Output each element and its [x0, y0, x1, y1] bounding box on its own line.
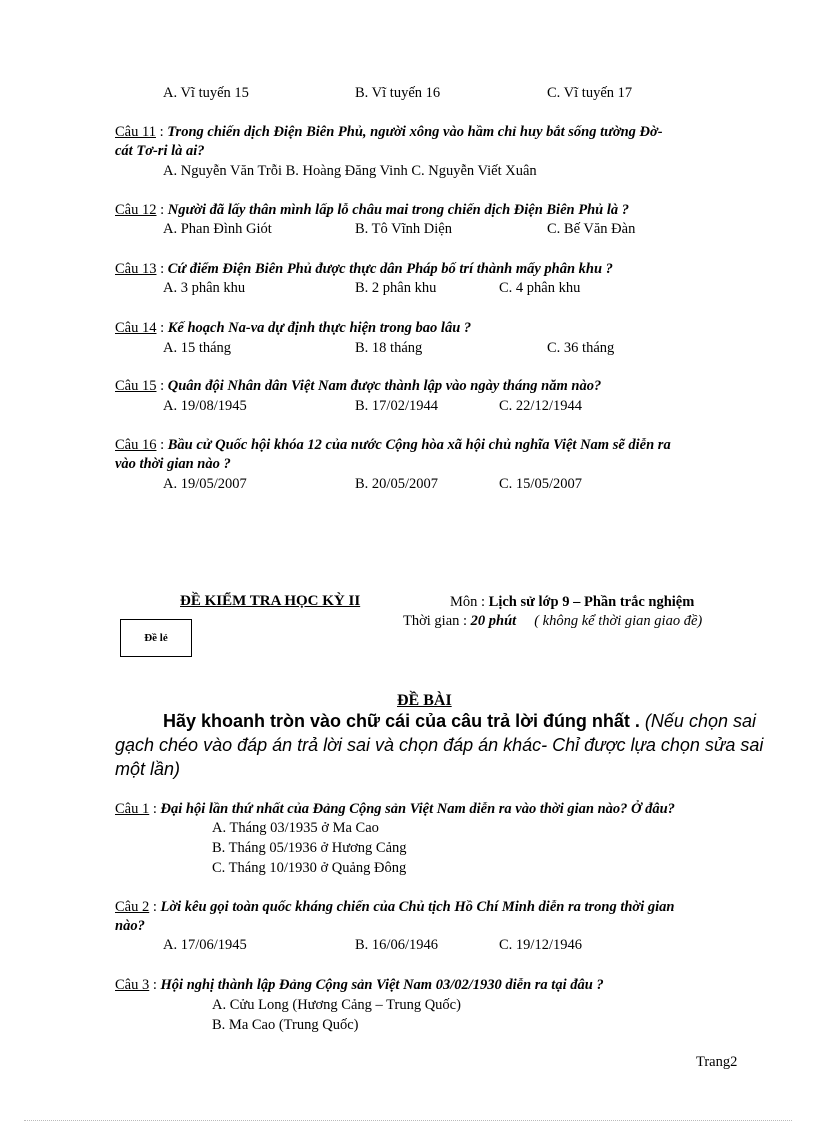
question-2 — [115, 899, 674, 916]
option-a: A. 3 phân khu — [163, 280, 246, 296]
question-text: Trong chiến dịch Điện Biên Phủ, người xông vào hầm chỉ huy bắt sống tường Đờ- — [167, 124, 663, 140]
instruction-line-2: gạch chéo vào đáp án trả lời sai và chọn đáp án khác- Chỉ được lựa chọn sửa sai — [115, 735, 764, 755]
question-12 — [115, 202, 629, 219]
option-c: C. Tháng 10/1930 ở Quảng Đông — [212, 860, 407, 876]
option-c: C. 4 phân khu — [499, 280, 581, 296]
question-label: Câu 14 — [115, 320, 157, 336]
question-separator: : — [149, 977, 161, 993]
exam-code-box: Đề lẻ — [120, 619, 192, 657]
question-text: Quân đội Nhân dân Việt Nam được thành lập vào ngày tháng năm nào? — [167, 378, 602, 394]
option-b: B. 17/02/1944 — [355, 398, 438, 414]
option-b: B. Ma Cao (Trung Quốc) — [212, 1017, 359, 1033]
question-11 — [115, 124, 663, 141]
question-text: Đại hội lần thứ nhất của Đảng Cộng sản Việt Nam diễn ra vào thời gian nào? Ở đâu? — [160, 801, 675, 817]
question-separator: : — [156, 437, 168, 453]
subject-prefix: Môn : — [450, 594, 489, 610]
option-a: A. Phan Đình Giót — [163, 221, 272, 237]
option-c: C. 36 tháng — [547, 340, 615, 356]
question-label: Câu 16 — [115, 437, 157, 453]
exam-time — [403, 613, 702, 630]
time-note: ( không kể thời gian giao đề) — [534, 613, 703, 629]
option-c: C. 22/12/1944 — [499, 398, 582, 414]
option-a: A. Vĩ tuyến 15 — [163, 85, 249, 101]
question-separator: : — [149, 899, 161, 915]
page-bottom-divider — [24, 1120, 792, 1121]
question-text: Cứ điểm Điện Biên Phủ được thực dân Pháp bố trí thành mấy phân khu ? — [167, 261, 613, 277]
instruction-line-3: một lần) — [115, 759, 181, 779]
question-text: Kế hoạch Na-va dự định thực hiện trong bao lâu ? — [167, 320, 472, 336]
question-label: Câu 13 — [115, 261, 157, 277]
question-separator: : — [155, 124, 168, 140]
question-label: Câu 15 — [115, 378, 157, 394]
instruction-line-1 — [163, 711, 756, 732]
option-c: C. 15/05/2007 — [499, 476, 582, 492]
question-separator: : — [149, 801, 161, 817]
option-b: B. Tháng 05/1936 ở Hương Cảng — [212, 840, 407, 856]
instruction-italic: (Nếu chọn sai — [639, 711, 756, 731]
exam-title: ĐỀ KIỂM TRA HỌC KỲ II — [180, 593, 361, 609]
option-a: A. Tháng 03/1935 ở Ma Cao — [212, 820, 379, 836]
exam-subject — [450, 594, 694, 611]
instruction-bold: Hãy khoanh tròn vào chữ cái của câu trả lời đúng nhất . — [163, 711, 640, 731]
question-separator: : — [156, 202, 168, 218]
question-separator: : — [156, 261, 168, 277]
option-c: C. 19/12/1946 — [499, 937, 582, 953]
question-text: Người đã lấy thân mình lấp lỗ châu mai trong chiến dịch Điện Biên Phủ là ? — [167, 202, 629, 218]
question-3 — [115, 977, 604, 994]
subject-name: Lịch sử lớp 9 – Phần trắc nghiệm — [488, 594, 695, 610]
question-16 — [115, 437, 671, 454]
option-a: A. Cửu Long (Hương Cảng – Trung Quốc) — [212, 997, 461, 1013]
question-separator: : — [156, 320, 168, 336]
option-c: C. Bế Văn Đàn — [547, 221, 636, 237]
option-a: A. 19/08/1945 — [163, 398, 247, 414]
question-1 — [115, 801, 675, 818]
page-number: Trang2 — [696, 1054, 738, 1070]
de-bai-title: ĐỀ BÀI — [397, 692, 452, 709]
time-value: 20 phút — [470, 613, 517, 629]
question-label: Câu 1 — [115, 801, 150, 817]
question-15 — [115, 378, 601, 395]
question-text: Lời kêu gọi toàn quốc kháng chiến của Chủ tịch Hồ Chí Minh diễn ra trong thời gian — [160, 899, 675, 915]
question-label: Câu 3 — [115, 977, 150, 993]
time-prefix: Thời gian : — [403, 613, 471, 629]
option-a: A. 15 tháng — [163, 340, 232, 356]
option-a: A. 17/06/1945 — [163, 937, 247, 953]
option-b: B. Vĩ tuyến 16 — [355, 85, 441, 101]
question-label: Câu 11 — [115, 124, 156, 140]
question-label: Câu 12 — [115, 202, 157, 218]
question-text-cont: vào thời gian nào ? — [115, 456, 231, 472]
option-b: B. 20/05/2007 — [355, 476, 438, 492]
question-text: Hội nghị thành lập Đảng Cộng sản Việt Nam 03/02/1930 diễn ra tại đâu ? — [160, 977, 604, 993]
question-13 — [115, 261, 613, 278]
question-14 — [115, 320, 471, 337]
question-text-cont: cát Tơ-ri là ai? — [115, 143, 205, 159]
option-line: A. Nguyễn Văn Trỗi B. Hoàng Đăng Vinh C. Nguyễn Viết Xuân — [163, 163, 537, 179]
question-text: Bầu cử Quốc hội khóa 12 của nước Cộng hòa xã hội chủ nghĩa Việt Nam sẽ diễn ra — [167, 437, 671, 453]
option-b: B. Tô Vĩnh Diện — [355, 221, 452, 237]
question-separator: : — [156, 378, 168, 394]
question-label: Câu 2 — [115, 899, 150, 915]
option-b: B. 16/06/1946 — [355, 937, 438, 953]
option-b: B. 2 phân khu — [355, 280, 437, 296]
option-b: B. 18 tháng — [355, 340, 423, 356]
option-c: C. Vĩ tuyến 17 — [547, 85, 633, 101]
option-a: A. 19/05/2007 — [163, 476, 247, 492]
question-text-cont: nào? — [115, 918, 145, 934]
